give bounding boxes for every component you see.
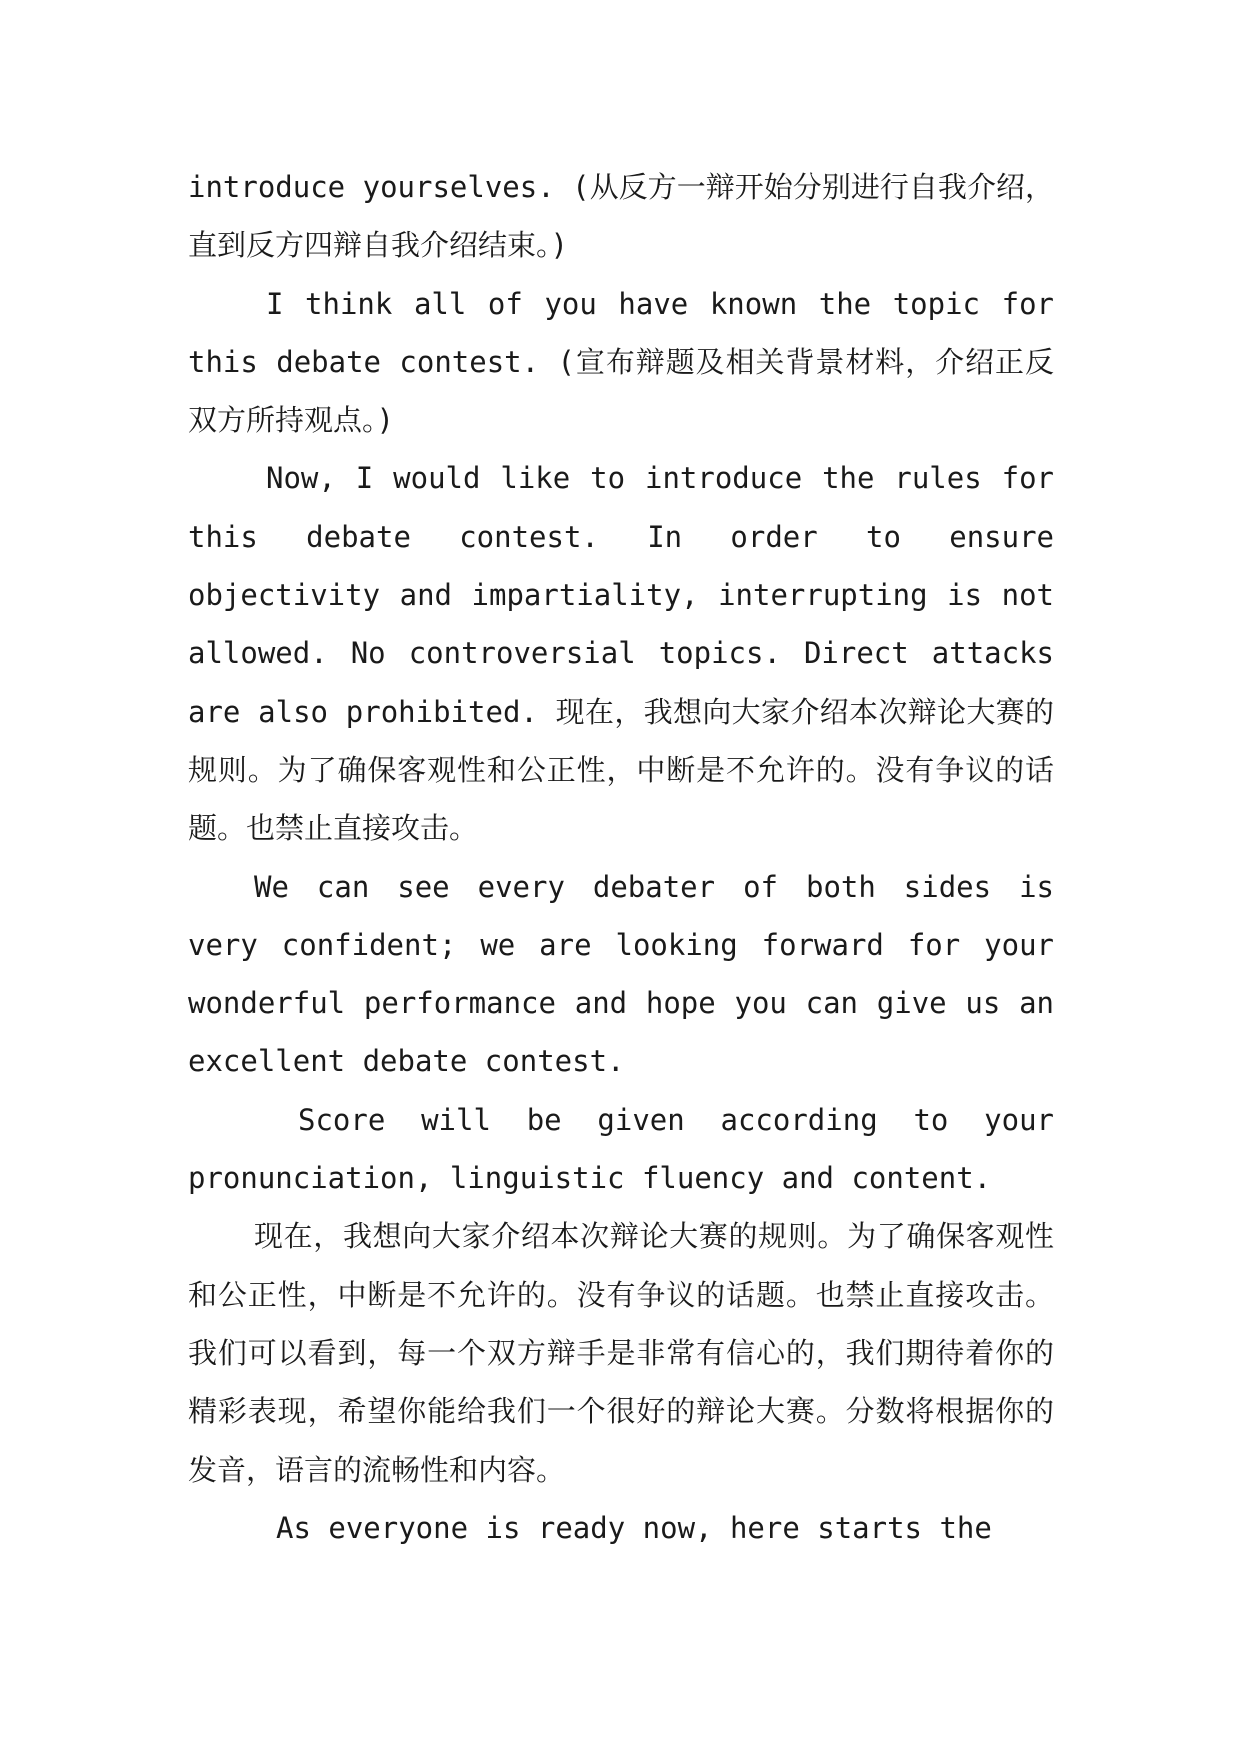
paragraph-debaters-confident: We can see every debater of both sides is very confident; we are looking forward for your wonderful performance and hope you can give us an excellent debate contest. — [188, 869, 1054, 1079]
paragraph-start-announcement: As everyone is ready now, here starts the — [276, 1510, 992, 1545]
paragraph-introduce-yourselves: introduce yourselves. (从反方一辩开始分别进行自我介绍，直到反方四辩自我介绍结束。) — [188, 170, 1054, 263]
paragraph-chinese-summary: 现在，我想向大家介绍本次辩论大赛的规则。为了确保客观性和公正性，中断是不允许的。没有争议的话题。也禁止直接攻击。我们可以看到，每一个双方辩手是非常有信心的，我们期待着你的精彩表现，希望你能给我们一个很好的辩论大赛。分数将根据你的发音，语言的流畅性和内容。 — [188, 1219, 1054, 1487]
paragraph-debate-topic: I think all of you have known the topic for this debate contest. (宣布辩题及相关背景材料，介绍正反双方所持观点。) — [188, 286, 1054, 438]
paragraph-scoring: Score will be given according to your pronunciation, linguistic fluency and content. — [188, 1102, 1054, 1196]
document-body — [188, 158, 1054, 1557]
paragraph-debate-rules: Now, I would like to introduce the rules for this debate contest. In order to ensure objectivity and impartiality, interrupting is not allowed. No controversial topics. Direct attacks are also prohibited. 现在，我想向大家介绍本次辩论大赛的规则。为了确保客观性和公正性，中断是不允许的。没有争议的话题。也禁止直接攻击。 — [188, 461, 1054, 846]
